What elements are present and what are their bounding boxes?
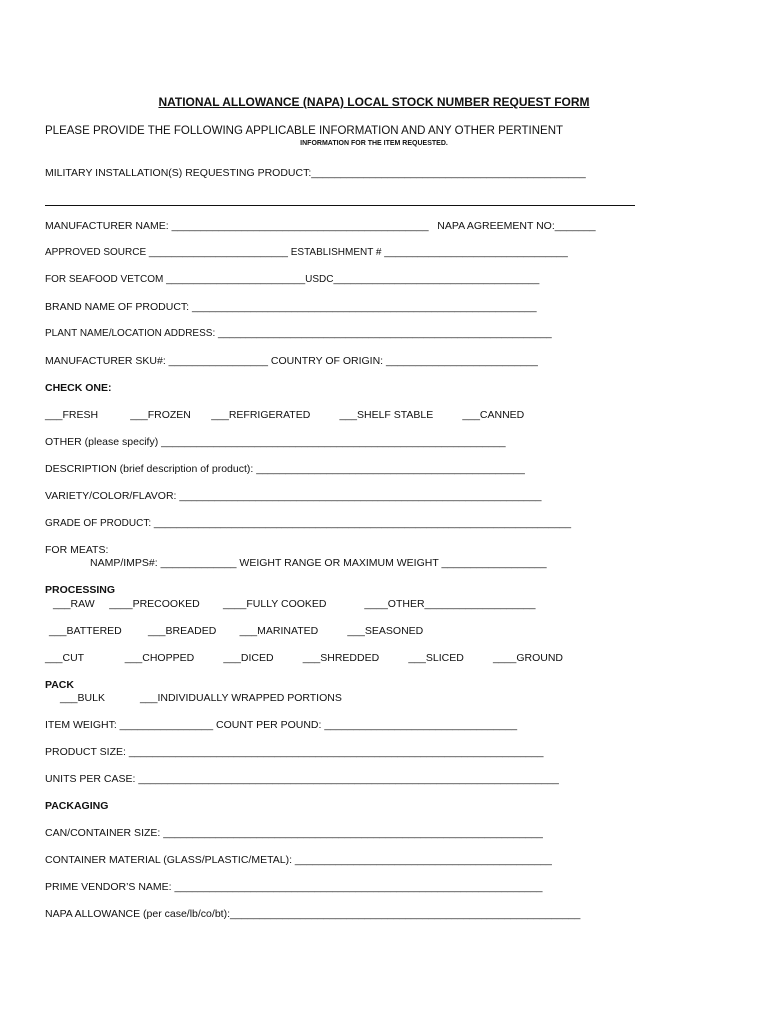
manufacturer-name-row[interactable]: MANUFACTURER NAME: ____________________________________________ NAPA AGREEMENT NO:_______ (45, 220, 596, 232)
brand-name-field[interactable]: BRAND NAME OF PRODUCT: ___________________________________________________________ (45, 301, 537, 313)
units-per-case-field[interactable]: UNITS PER CASE: ________________________________________________________________________ (45, 773, 559, 785)
processing-row-1[interactable]: ___RAW ____PRECOOKED ____FULLY COOKED ____OTHER___________________ (53, 598, 536, 610)
military-installation-continuation-line[interactable] (45, 205, 635, 206)
grade-field[interactable]: GRADE OF PRODUCT: ___________________________________________________________________________ (45, 518, 572, 529)
item-weight-row[interactable]: ITEM WEIGHT: ________________ COUNT PER POUND: _________________________________ (45, 719, 518, 731)
form-title: NATIONAL ALLOWANCE (NAPA) LOCAL STOCK NUMBER REQUEST FORM (158, 95, 590, 109)
namp-weight-row[interactable]: NAMP/IMPS#: _____________ WEIGHT RANGE OR MAXIMUM WEIGHT __________________ (90, 557, 547, 569)
approved-source-row[interactable]: APPROVED SOURCE _________________________ ESTABLISHMENT # _________________________________ (45, 247, 568, 258)
processing-row-2[interactable]: ___BATTERED ___BREADED ___MARINATED ___SEASONED (49, 625, 424, 637)
pack-heading: PACK (45, 679, 74, 691)
check-one-options[interactable]: ___FRESH ___FROZEN ___REFRIGERATED ___SHELF STABLE ___CANNED (45, 409, 525, 421)
description-field[interactable]: DESCRIPTION (brief description of product): ______________________________________________ (45, 463, 525, 475)
intro-line-2: INFORMATION FOR THE ITEM REQUESTED. (300, 140, 448, 147)
military-installation-field[interactable]: MILITARY INSTALLATION(S) REQUESTING PRODUCT:_______________________________________________ (45, 167, 586, 179)
intro-line-1: PLEASE PROVIDE THE FOLLOWING APPLICABLE INFORMATION AND ANY OTHER PERTINENT (45, 125, 564, 137)
napa-allowance-field[interactable]: NAPA ALLOWANCE (per case/lb/co/bt):____________________________________________________________ (45, 908, 581, 920)
prime-vendor-field[interactable]: PRIME VENDOR’S NAME: _______________________________________________________________ (45, 881, 543, 893)
packaging-heading: PACKAGING (45, 800, 109, 812)
can-container-size-field[interactable]: CAN/CONTAINER SIZE: _________________________________________________________________ (45, 827, 543, 839)
seafood-vetcom-row[interactable]: FOR SEAFOOD VETCOM _________________________USDC_____________________________________ (45, 274, 540, 285)
check-one-heading: CHECK ONE: (45, 382, 112, 394)
other-specify-field[interactable]: OTHER (please specify) ___________________________________________________________ (45, 436, 506, 448)
sku-country-row[interactable]: MANUFACTURER SKU#: _________________ COUNTRY OF ORIGIN: __________________________ (45, 355, 538, 367)
plant-address-field[interactable]: PLANT NAME/LOCATION ADDRESS: ____________________________________________________________ (45, 328, 552, 339)
product-size-field[interactable]: PRODUCT SIZE: _______________________________________________________________________ (45, 746, 544, 758)
variety-field[interactable]: VARIETY/COLOR/FLAVOR: ______________________________________________________________ (45, 490, 542, 502)
container-material-field[interactable]: CONTAINER MATERIAL (GLASS/PLASTIC/METAL): ____________________________________________ (45, 854, 552, 866)
for-meats-label: FOR MEATS: (45, 544, 109, 556)
pack-row[interactable]: ___BULK ___INDIVIDUALLY WRAPPED PORTIONS (60, 692, 342, 704)
processing-row-3[interactable]: ___CUT ___CHOPPED ___DICED ___SHREDDED ___SLICED ____GROUND (45, 652, 563, 664)
processing-heading: PROCESSING (45, 584, 116, 596)
